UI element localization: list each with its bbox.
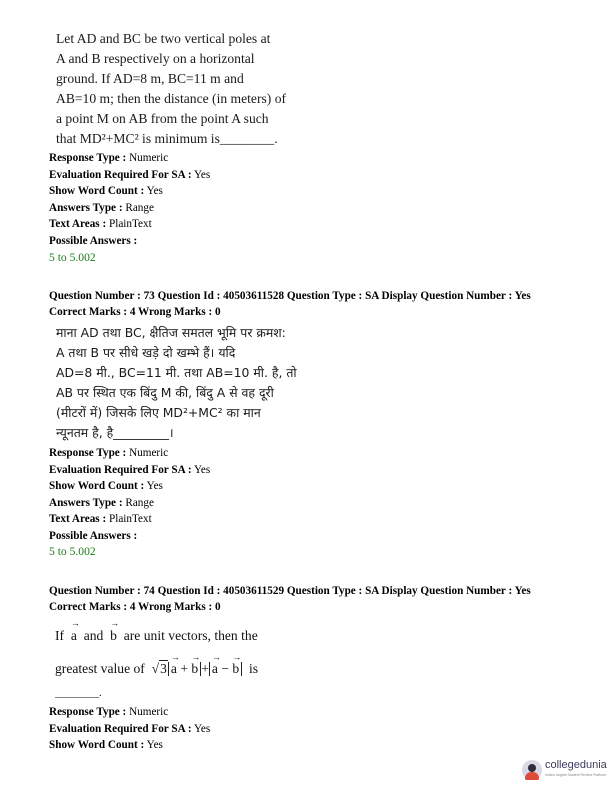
q74-meta: [49, 704, 210, 754]
q72-line: that MD²+MC² is minimum is________.: [56, 131, 278, 146]
eval-value: Yes: [193, 463, 211, 476]
q73-line: न्यूनतम है, है_________।: [56, 425, 174, 440]
eval-value: Yes: [193, 168, 211, 181]
word-count-value: Yes: [146, 480, 163, 492]
q73-line: AB पर स्थित एक बिंदु M की, बिंदु A से वह दूरी: [56, 385, 274, 400]
q73-line: A तथा B पर सीधे खड़े दो खम्भे हैं। यदि: [56, 345, 236, 360]
q73-possible-answer: 5 to 5.002: [49, 545, 96, 558]
q72-line: a point M on AB from the point A such: [56, 111, 269, 126]
answers-type-label: Answers Type :: [49, 496, 123, 509]
q74-header: Question Number : 74 Question Id : 40503611529 Question Type : SA Display Question Number : Yes: [49, 585, 531, 597]
q74-line-1: If → a and → b are unit vectors, then the: [55, 618, 258, 643]
logo-mascot-icon: [522, 760, 542, 780]
collegedunia-logo: [522, 758, 608, 784]
q73-marks: Correct Marks : 4 Wrong Marks : 0: [49, 306, 221, 318]
answers-type-value: Range: [125, 201, 154, 214]
possible-answers-label: Possible Answers :: [49, 234, 138, 247]
text-areas-label: Text Areas :: [49, 513, 107, 525]
answers-type-label: Answers Type :: [49, 201, 123, 214]
q74-line-2: greatest value of √3 → a + → b + → a − → b is: [55, 652, 259, 676]
eval-value: Yes: [193, 722, 211, 735]
q73-header: Question Number : 73 Question Id : 40503611528 Question Type : SA Display Question Number : Yes: [49, 290, 531, 302]
text-areas-value: PlainText: [108, 513, 152, 525]
response-type-value: Numeric: [129, 447, 169, 459]
q72-meta: [49, 150, 210, 249]
q74-marks: Correct Marks : 4 Wrong Marks : 0: [49, 601, 221, 613]
vector-a: → a: [70, 618, 80, 643]
q72-possible-answer: 5 to 5.002: [49, 251, 96, 264]
text-areas-label: Text Areas :: [49, 218, 107, 230]
abs-a-minus-b: → a − → b: [209, 662, 242, 676]
response-type-label: Response Type :: [49, 706, 127, 718]
q73-text: [56, 323, 297, 443]
eval-label: Evaluation Required For SA :: [49, 168, 192, 181]
eval-label: Evaluation Required For SA :: [49, 722, 192, 735]
response-type-value: Numeric: [129, 706, 169, 718]
word-count-label: Show Word Count :: [49, 480, 145, 492]
answers-type-value: Range: [125, 496, 154, 509]
q73-line: AD=8 मी., BC=11 मी. तथा AB=10 मी. है, तो: [56, 365, 297, 380]
q74-blank: ________.: [55, 687, 102, 699]
q73-meta: [49, 445, 210, 544]
text-areas-value: PlainText: [108, 218, 152, 230]
possible-answers-label: Possible Answers :: [49, 529, 138, 542]
response-type-label: Response Type :: [49, 152, 127, 164]
response-type-label: Response Type :: [49, 447, 127, 459]
word-count-value: Yes: [146, 739, 163, 751]
logo-tagline: India's largest Student Review Platform: [545, 773, 606, 777]
vector-b: → b: [110, 618, 120, 643]
q72-text: [56, 29, 286, 149]
sqrt-3: √3: [151, 661, 167, 676]
q73-line: माना AD तथा BC, क्षैतिज समतल भूमि पर क्रमश:: [56, 325, 286, 340]
word-count-label: Show Word Count :: [49, 185, 145, 197]
logo-name: collegedunia: [545, 759, 607, 771]
q72-line: A and B respectively on a horizontal: [56, 51, 255, 66]
q72-line: ground. If AD=8 m, BC=11 m and: [56, 71, 244, 86]
q73-line: (मीटरों में) जिसके लिए MD²+MC² का मान: [56, 405, 261, 420]
q72-line: Let AD and BC be two vertical poles at: [56, 31, 271, 46]
abs-a-plus-b: → a + → b: [168, 662, 201, 676]
word-count-value: Yes: [146, 185, 163, 197]
q72-line: AB=10 m; then the distance (in meters) of: [56, 91, 287, 106]
word-count-label: Show Word Count :: [49, 739, 145, 751]
eval-label: Evaluation Required For SA :: [49, 463, 192, 476]
response-type-value: Numeric: [129, 152, 169, 164]
